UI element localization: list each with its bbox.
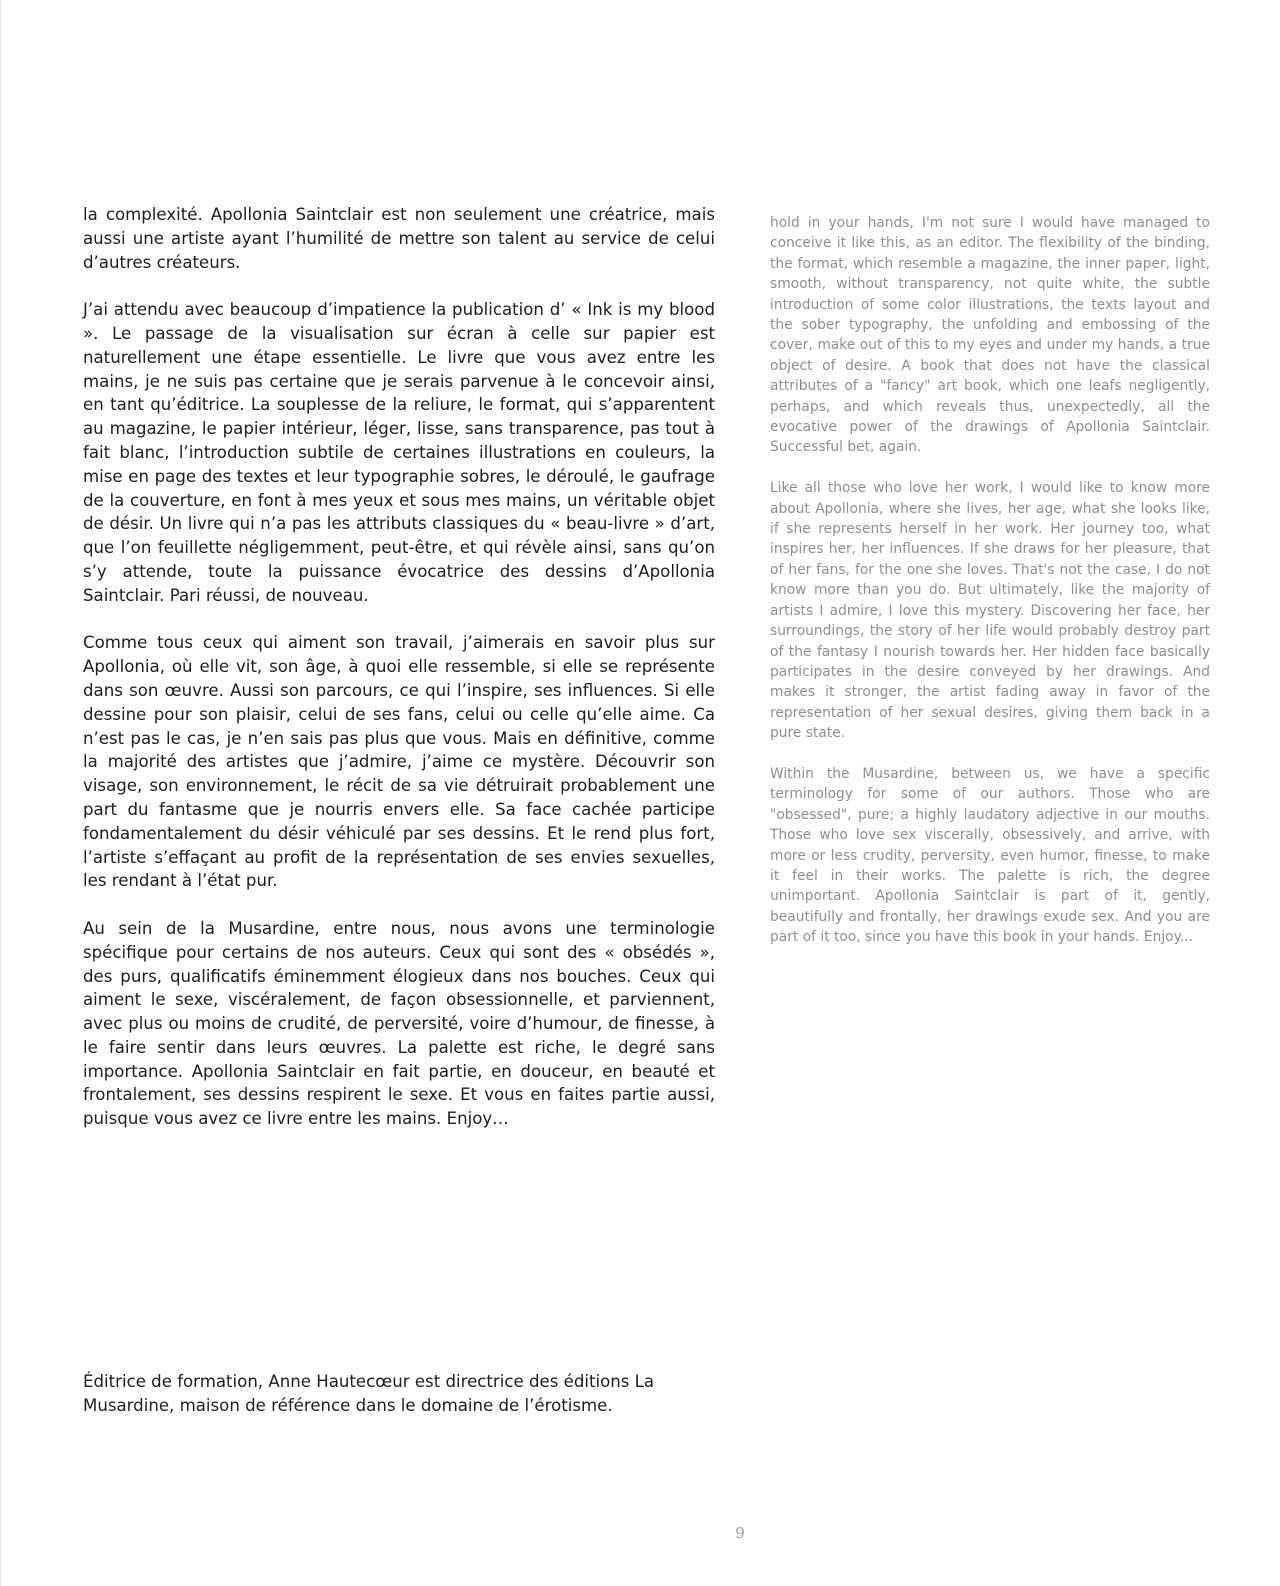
english-paragraph-2: Like all those who love her work, I would like to know more about Apollonia, where she lives, her age, what she looks like, if she represents herself in her work. Her journey too, what inspires her, her influences. If she draws for her pleasure, that of her fans, for the one she loves. That's not the case, I do not know more than you do. But ultimately, like the majority of artists I admire, I love this mystery. Discovering her face, her surroundings, the story of her life would probably destroy part of the fantasy I nourish towards her. Her hidden face basically participates in the desire conveyed by her drawings. And makes it stronger, the artist fading away in favor of the representation of her sexual desires, giving them back in a pure state. xyxy=(770,480,1210,742)
french-text-column xyxy=(83,203,715,1155)
french-paragraph-4: Au sein de la Musardine, entre nous, nous avons une terminologie spécifique pour certains de nos auteurs. Ceux qui sont des « obsédés », des purs, qualificatifs éminemment élogieux dans nos bouches. Ceux qui aiment le sexe, viscéralement, de façon obsessionnelle, et parviennent, avec plus ou moins de crudité, de perversité, voire d’humour, de finesse, à le faire sentir dans leurs œuvres. La palette est riche, le degré sans importance. Apollonia Saintclair en fait partie, en douceur, en beauté et frontalement, ses dessins respirent le sexe. Et vous en faites partie aussi, puisque vous avez ce livre entre les mains. Enjoy… xyxy=(83,918,715,1129)
french-paragraph-1: la complexité. Apollonia Saintclair est non seulement une créatrice, mais aussi une artiste ayant l’humilité de mettre son talent au service de celui d’autres créateurs. xyxy=(83,205,715,272)
page-edge-line xyxy=(0,0,1,1586)
author-bio: Éditrice de formation, Anne Hautecœur est directrice des éditions La Musardine, maison de référence dans le domaine de l’érotisme. xyxy=(83,1372,655,1415)
english-text-column xyxy=(770,213,1210,968)
english-paragraph-3: Within the Musardine, between us, we have a specific terminology for some of our authors. Those who are "obsessed", pure; a highly laudatory adjective in our mouths. Those who love sex viscerally, obsessively, and arrive, with more or less crudity, perversity, even humor, finesse, to make it feel in their works. The palette is rich, the degree unimportant. Apollonia Saintclair is part of it, gently, beautifully and frontally, her drawings exude sex. And you are part of it too, since you have this book in your hands. Enjoy... xyxy=(770,765,1210,946)
page-number: 9 xyxy=(735,1524,745,1542)
french-paragraph-3: Comme tous ceux qui aiment son travail, j’aimerais en savoir plus sur Apollonia, où elle vit, son âge, à quoi elle ressemble, si elle se représente dans son œuvre. Aussi son parcours, ce qui l’inspire, ses influences. Si elle dessine pour son plaisir, celui de ses fans, celui ou celle qu’elle aime. Ca n’est pas le cas, je n’en sais pas plus que vous. Mais en définitive, comme la majorité des artistes que j’admire, j’aime ce mystère. Découvrir son visage, son environnement, le récit de sa vie détruirait probablement une part du fantasme que je nourris envers elle. Sa face cachée participe fondamentalement du désir véhiculé par ses dessins. Et le rend plus fort, l’artiste s’effaçant au profit de la représentation de ses envies sexuelles, les rendant à l’état pur. xyxy=(83,633,715,891)
english-paragraph-1: hold in your hands, I'm not sure I would have managed to conceive it like this, as an editor. The flexibility of the binding, the format, which resemble a magazine, the inner paper, light, smooth, without transparency, not quite white, the subtle introduction of some color illustrations, the texts layout and the sober typography, the unfolding and embossing of the cover, make out of this to my eyes and under my hands, a true object of desire. A book that does not have the classical attributes of a "fancy" art book, which one leafs negligently, perhaps, and which reveals thus, unexpectedly, all the evocative power of the drawings of Apollonia Saintclair. Successful bet, again. xyxy=(770,215,1210,456)
french-paragraph-2: J’ai attendu avec beaucoup d’impatience la publication d’ « Ink is my blood ». Le passage de la visualisation sur écran à celle sur papier est naturellement une étape essentielle. Le livre que vous avez entre les mains, je ne suis pas certaine que je serais parvenue à le concevoir ainsi, en tant qu’éditrice. La souplesse de la reliure, le format, qui s’apparentent au magazine, le papier intérieur, léger, lisse, sans transparence, pas tout à fait blanc, l’introduction subtile de certaines illustrations en couleurs, la mise en page des textes et leur typographie sobres, le déroulé, le gaufrage de la couverture, en font à mes yeux et sous mes mains, un véritable objet de désir. Un livre qui n’a pas les attributs classiques du « beau-livre » d’art, que l’on feuillette négligemment, peut-être, et qui révèle ainsi, sans qu’on s’y attende, toute la puissance évocatrice des dessins d’Apollonia Saintclair. Pari réussi, de nouveau. xyxy=(83,300,715,605)
